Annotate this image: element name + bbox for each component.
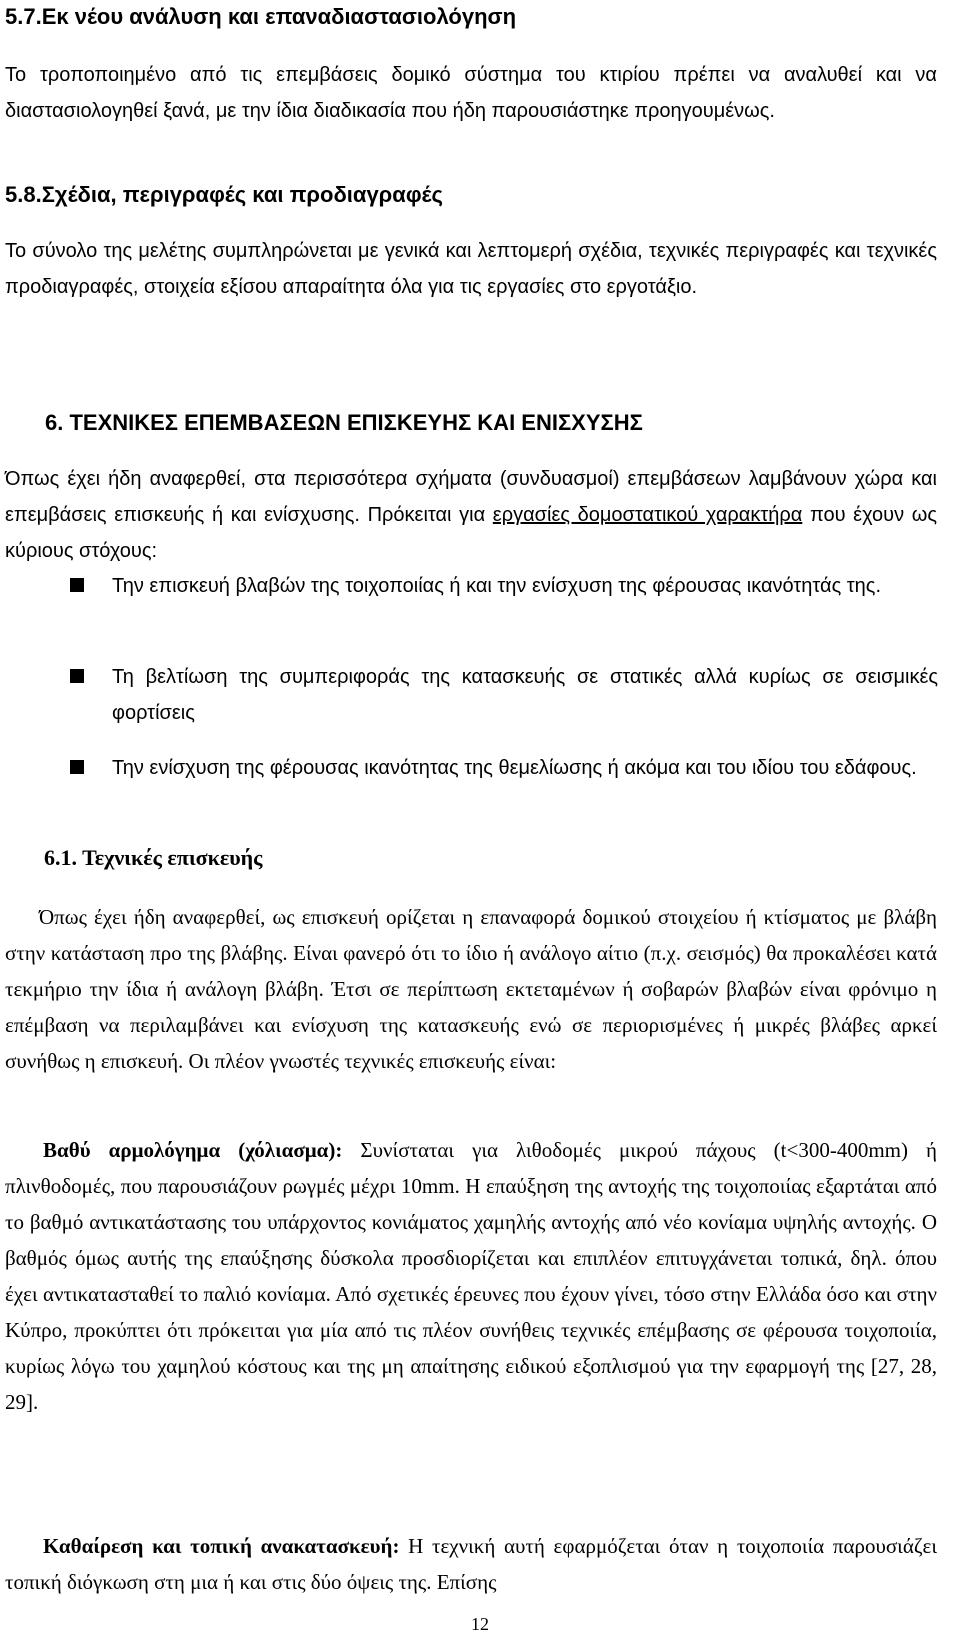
- page-number: 12: [471, 1614, 489, 1634]
- section-6-1-paragraph: Όπως έχει ήδη αναφερθεί, ως επισκευή ορίζεται η επαναφορά δομικού στοιχείου ή κτίσματος με βλάβη στην κατάσταση προ της βλάβης. Είναι φανερό ότι το ίδιο ή ανάλογο αίτιο (π.χ. σεισμός) θα προκαλέσει κατά τεκμήριο την ίδια ή ανάλογη βλάβη. Έτσι σε περίπτωση εκτεταμένων ή σοβαρών βλαβών είναι φρόνιμο η επέμβαση να περιλαμβάνει και ενίσχυση της κατασκευής ενώ σε περιορισμένες ή μικρές βλάβες αρκεί συνήθως η επισκευή. Οι πλέον γνωστές τεχνικές επισκευής είναι:: [5, 905, 937, 1073]
- chapter-6-intro-paragraph: [5, 461, 937, 569]
- technique-demolition-paragraph: [5, 1528, 937, 1600]
- intro-text-before: Όπως έχει ήδη αναφερθεί, στα περισσότερα σχήματα (συνδυασμοί) επεμβάσεων λαμβάνουν χώρα και επεμβάσεις επισκευής ή και ενίσχυσης. Πρόκειται για: [5, 468, 937, 526]
- chapter-6-heading: 6. ΤΕΧΝΙΚΕΣ ΕΠΕΜΒΑΣΕΩΝ ΕΠΙΣΚΕΥΗΣ ΚΑΙ ΕΝΙΣΧΥΣΗΣ: [45, 410, 643, 435]
- bullet-text: Την επισκευή βλαβών της τοιχοποιίας ή και την ενίσχυση της φέρουσας ικανότητάς της.: [112, 575, 881, 597]
- square-bullet-icon: [70, 578, 84, 592]
- section-5-8-heading: 5.8.Σχέδια, περιγραφές και προδιαγραφές: [5, 182, 443, 207]
- section-5-7-paragraph: Το τροποποιημένο από τις επεμβάσεις δομικό σύστημα του κτιρίου πρέπει να αναλυθεί και να διαστασιολογηθεί ξανά, με την ίδια διαδικασία που ήδη παρουσιάστηκε προηγουμένως.: [5, 64, 937, 122]
- section-5-7-heading: 5.7.Εκ νέου ανάλυση και επαναδιαστασιολόγηση: [5, 4, 517, 29]
- section-5-8-paragraph: Το σύνολο της μελέτης συμπληρώνεται με γενικά και λεπτομερή σχέδια, τεχνικές περιγραφές και τεχνικές προδιαγραφές, στοιχεία εξίσου απαραίτητα όλα για τις εργασίες στο εργοτάξιο.: [5, 240, 937, 298]
- term-demolition-rebuild: Καθαίρεση και τοπική ανακατασκευή:: [43, 1534, 400, 1558]
- underlined-phrase: εργασίες δομοστατικού χαρακτήρα: [492, 504, 803, 526]
- intro-text-after: που έχουν ως κύριους στόχους:: [5, 504, 937, 562]
- bullet-text: Την ενίσχυση της φέρουσας ικανότητας της θεμελίωσης ή ακόμα και του ιδίου του εδάφους.: [112, 757, 917, 779]
- section-6-1-heading: 6.1. Τεχνικές επισκευής: [44, 845, 263, 870]
- technique-deep-pointing-paragraph: [5, 1132, 937, 1420]
- deep-pointing-description: Συνίσταται για λιθοδομές μικρού πάχους (t<300-400mm) ή πλινθοδομές, που παρουσιάζουν ρωγμές μέχρι 10mm. Η επαύξηση της αντοχής της τοιχοποιίας εξαρτάται από το βαθμό αντικατάστασης του υπάρχοντος κονιάματος χαμηλής αντοχής από νέο κονίαμα υψηλής αντοχής. Ο βαθμός όμως αυτής της επαύξησης δύσκολα προσδιορίζεται και επιπλέον επιτυγχάνεται τοπικά, δηλ. όπου έχει αντικατασταθεί το παλιό κονίαμα. Από σχετικές έρευνες που έχουν γίνει, τόσο στην Ελλάδα όσο και στην Κύπρο, προκύπτει ότι πρόκειται για μία από τις πλέον συνήθεις τεχνικές επέμβασης σε φέρουσα τοιχοποιία, κυρίως λόγω του χαμηλού κόστους και της μη απαίτησης ειδικού εξοπλισμού για την εφαρμογή της [27, 28, 29].: [5, 1138, 937, 1414]
- demolition-description: Η τεχνική αυτή εφαρμόζεται όταν η τοιχοποιία παρουσιάζει τοπική διόγκωση στη μια ή και στις δύο όψεις της. Επίσης: [5, 1534, 938, 1594]
- square-bullet-icon: [70, 669, 84, 683]
- term-deep-pointing: Βαθύ αρμολόγημα (χόλιασμα):: [43, 1138, 343, 1162]
- square-bullet-icon: [70, 760, 84, 774]
- bullet-text: Τη βελτίωση της συμπεριφοράς της κατασκευής σε στατικές αλλά κυρίως σε σεισμικές φορτίσεις: [112, 666, 938, 724]
